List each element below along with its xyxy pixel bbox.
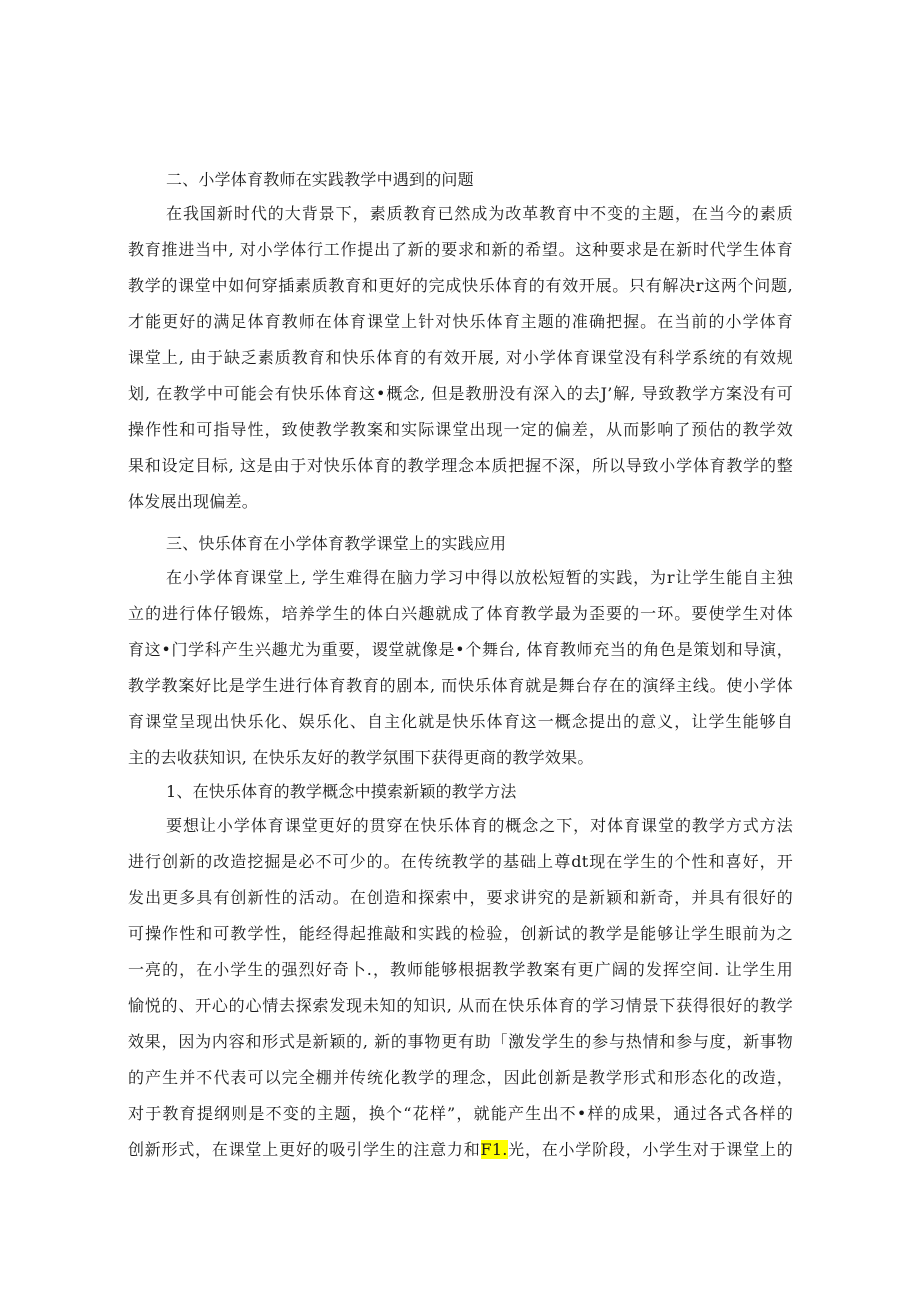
section-3 <box>128 531 793 557</box>
paragraph-line: 要想让小学体育课堂更好的贯穿在快乐体育的概念之下，对体育课堂的教学方式方法 <box>166 816 793 835</box>
paragraph-line: 进行创新的改造挖掘是必不可少的。在传统教学的基础上尊dt现在学生的个性和喜好，开 <box>128 852 793 871</box>
paragraph-line: 体发展出现偏差。 <box>128 492 259 511</box>
paragraph-line: 教育推进当中, 对小学体行工作提出了新的要求和新的希望。这种要求是在新时代学生体育 <box>128 240 793 259</box>
section-2-heading: 二、小学体育教师在实践教学中遇到的问题 <box>166 170 474 189</box>
paragraph-line-highlighted <box>128 1132 793 1168</box>
paragraph-line: 可操作性和可教学性，能经得起推敲和实践的检验，创新试的教学是能够让学生眼前为之 <box>128 924 793 943</box>
subsection-3-1-heading: 1、在快乐体育的教学概念中摸索新颖的教学方法 <box>166 782 517 801</box>
paragraph-line: 课堂上, 由于缺乏素质教育和快乐体育的有效开展, 对小学体育课堂没有科学系统的有效规 <box>128 348 793 367</box>
paragraph-line: 在我国新时代的大背景下，素质教育已然成为改革教育中不变的主题，在当今的素质 <box>166 204 793 223</box>
section-3-paragraph <box>128 560 793 776</box>
paragraph-line: 育这•门学科产生兴趣尤为重要，谡堂就像是•个舞台, 体育教师充当的角色是策划和导演， <box>128 640 793 659</box>
section-2 <box>128 167 793 193</box>
subsection-3-1 <box>128 779 793 805</box>
paragraph-line: 划, 在教学中可能会有快乐体育这•概念, 但是教册没有深入的去J’解, 导致教学方案没有可 <box>128 384 793 403</box>
line-text-before: 创新形式，在课堂上更好的吸引学生的注意力和 <box>128 1140 481 1159</box>
line-text-after: 光，在小学阶段，小学生对于课堂上的 <box>507 1140 793 1159</box>
paragraph-line: 才能更好的满足体育教师在体育课堂上针对快乐体育主题的准确把握。在当前的小学体育 <box>128 312 793 331</box>
paragraph-line: 果和设定目标, 这是由于对快乐体育的教学理念本质把握不深，所以导致小学体育教学的整 <box>128 456 793 475</box>
section-2-paragraph <box>128 196 793 520</box>
section-2-body <box>128 196 793 520</box>
paragraph-line: 愉悦的、开心的心情去探索发现未知的知识, 从而在快乐体育的学习情景下获得很好的教学 <box>128 996 793 1015</box>
subsection-3-1-body <box>128 808 793 1168</box>
section-3-heading: 三、快乐体育在小学体育教学课堂上的实践应用 <box>166 534 507 553</box>
paragraph-line: 对于教育提纲则是不变的主题，换个“花样”，就能产生出不•样的成果，通过各式各样的 <box>128 1104 793 1123</box>
paragraph-line: 操作性和可指导性，致使教学教案和实际课堂出现一定的偏差，从而影响了预估的教学效 <box>128 420 793 439</box>
paragraph-line: 一亮的，在小学生的强烈好奇卜.，教师能够根据教学教案有更广阔的发挥空间. 让学生用 <box>128 960 793 979</box>
paragraph-line: 育课堂呈现出快乐化、娱乐化、自主化就是快乐体育这一概念提出的意义，让学生能够自 <box>128 712 793 731</box>
section-3-body <box>128 560 793 776</box>
paragraph-line: 效果，因为内容和形式是新颖的, 新的事物更有助「激发学生的参与热情和参与度，新事物 <box>128 1032 793 1051</box>
paragraph-line: 在小学体育课堂上, 学生难得在脑力学习中得以放松短暂的实践，为r让学生能自主独 <box>166 568 793 587</box>
paragraph-line: 主的去收获知识, 在快乐友好的教学氛围下获得更商的教学效果。 <box>128 748 594 767</box>
paragraph-line: 教学教案好比是学生进行体育教育的剧本, 而快乐体育就是舞台存在的演绎主线。使小学体 <box>128 676 793 695</box>
highlighted-text: F1. <box>480 1140 508 1159</box>
paragraph-line: 教学的课堂中如何穿插素质教育和更好的完成快乐体育的有效开展。只有解决r这两个问题, <box>128 276 793 295</box>
paragraph-line: 发出更多具有创新性的活动。在创造和探索中，要求讲究的是新颖和新奇，并具有很好的 <box>128 888 793 907</box>
subsection-3-1-paragraph <box>128 808 793 1168</box>
paragraph-line: 立的进行体仔锻炼，培养学生的体白兴趣就成了体育教学最为歪要的一环。要使学生对体 <box>128 604 793 623</box>
paragraph-line: 的产生并不代表可以完全棚并传统化教学的理念，因此创新是教学形式和形态化的改造， <box>128 1068 793 1087</box>
